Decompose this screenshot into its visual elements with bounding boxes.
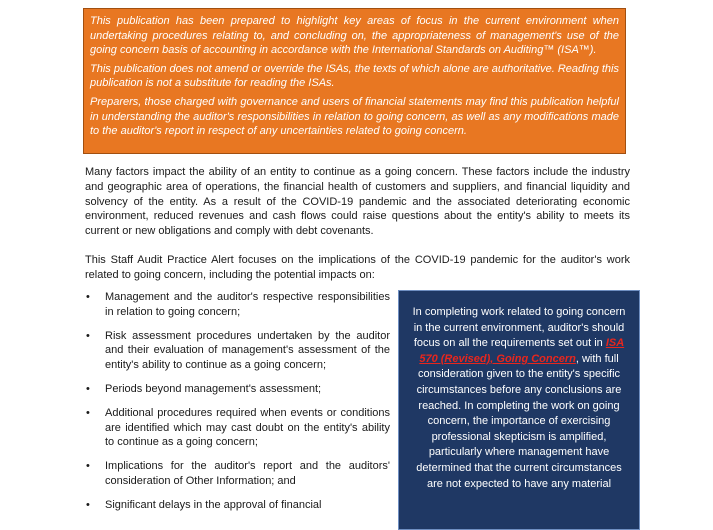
intro-paragraph: Many factors impact the ability of an entity to continue as a going concern. These factors include the industry and geographic area of operations, the financial health of customers and suppliers, and financial liquidity and solvency of the entity. As a result of the COVID-19 pandemic and the associated deteriorating economic environment, reduced revenues and cash flows could raise questions about the entity's ability to meets its current or new obligations and comply with debt covenants. xyxy=(85,166,630,238)
bullet-icon: • xyxy=(86,406,90,419)
notice-paragraph-2: This publication does not amend or override the ISAs, the texts of which alone are authoritative. Reading this publication is not a substitute for reading the ISAs. xyxy=(90,62,619,90)
callout-text-after: , with full consideration given to the entity's specific circumstances before any conclusions are reached. In completing the work on going concern, the importance of exercising professional skepticism is amplified, particularly where management have determined that the current circumstances are not expected to have any material xyxy=(416,352,622,490)
focus-paragraph: This Staff Audit Practice Alert focuses on the implications of the COVID-19 pandemic for the auditor's work related to going concern, including the potential impacts on: xyxy=(85,254,630,281)
list-item: • Periods beyond management's assessment; xyxy=(86,382,322,395)
notice-paragraph-3: Preparers, those charged with governance and users of financial statements may find this publication helpful in understanding the auditor's responsibilities in relation to going concern, as well as any modifications made to the auditor's report in respect of any uncertainties related to going concern. xyxy=(90,95,619,138)
bullet-icon: • xyxy=(86,498,90,511)
bullet-icon: • xyxy=(86,329,90,342)
isa-570-link[interactable]: ISA 570 (Revised), Going Concern xyxy=(419,337,625,365)
list-item: • Additional procedures required when events or conditions are identified which may cast doubt on the entity's ability to continue as a going concern; xyxy=(86,406,390,449)
bullet-icon: • xyxy=(86,382,90,395)
bullet-icon: • xyxy=(86,291,90,303)
impact-list xyxy=(85,290,390,522)
list-item: • Management and the auditor's respective responsibilities in relation to going concern; xyxy=(86,291,390,318)
callout-box xyxy=(398,290,640,530)
list-item: • Significant delays in the approval of financial xyxy=(86,498,322,511)
bullet-icon: • xyxy=(86,460,90,473)
callout-text-before: In completing work related to going concern in the current environment, auditor's should focus on all the requirements set out in xyxy=(412,306,626,350)
list-item: • Implications for the auditor's report and the auditors' consideration of Other Information; and xyxy=(86,460,390,487)
list-item: • Risk assessment procedures undertaken by the auditor and their evaluation of management's assessment of the entity's ability to continue as a going concern; xyxy=(86,329,390,372)
notice-box xyxy=(83,8,626,154)
notice-paragraph-1: This publication has been prepared to highlight key areas of focus in the current environment when undertaking procedures relating to, and concluding on, the appropriateness of management's use of the going concern basis of accounting in accordance with the International Standards on Auditing™ (ISA™). xyxy=(90,15,619,57)
